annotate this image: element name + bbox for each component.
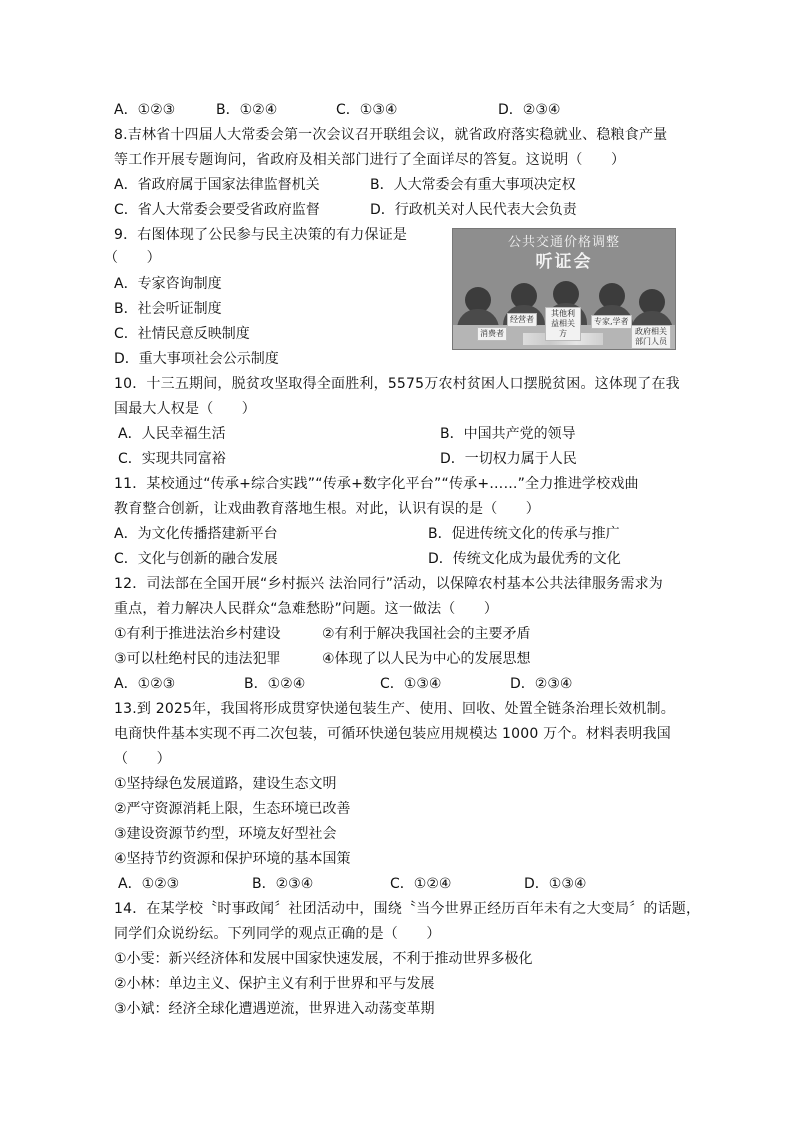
q12-stem-line1: 12．司法部在全国开展“乡村振兴 法治同行”活动，以保障农村基本公共法律服务需求为 <box>114 576 663 592</box>
q12-stem-line2: 重点，着力解决人民群众“急难愁盼”问题。这一做法（ ） <box>114 601 499 617</box>
q8-option-d: D．行政机关对人民代表大会负责 <box>370 202 577 218</box>
q8-stem-line1: 8.吉林省十四届人大常委会第一次会议召开联组会议，就省政府落实稳就业、稳粮食产量 <box>114 127 668 143</box>
q13-option-d: D．①③④ <box>524 876 587 892</box>
q11-stem-line2: 教育整合创新，让戏曲教育落地生根。对此，认识有误的是（ ） <box>114 501 540 517</box>
q9-stem-line2: （ ） <box>104 250 161 266</box>
banner-subtitle: 听证会 <box>535 252 593 272</box>
q13-statement-2: ②严守资源消耗上限，生态环境已改善 <box>114 801 351 817</box>
q11-option-a: A．为文化传播搭建新平台 <box>114 526 278 542</box>
q9-option-b: B．社会听证制度 <box>114 301 222 317</box>
q8-stem-line2: 等工作开展专题询问，省政府及相关部门进行了全面详尽的答复。这说明（ ） <box>114 152 626 168</box>
tag-consumer: 消费者 <box>477 327 507 341</box>
tag-expert: 专家,学者 <box>591 315 632 329</box>
q12-statement-2: ②有利于解决我国社会的主要矛盾 <box>322 626 531 642</box>
q13-option-c: C．①②④ <box>390 876 452 892</box>
q14-stem-line1: 14．在某学校〝时事政闻〞社团活动中，围绕〝当今世界正经历百年未有之大变局〞的话题， <box>114 901 701 917</box>
q14-statement-3: ③小斌：经济全球化遭遇逆流，世界进入动荡变革期 <box>114 1001 435 1017</box>
q12-option-d: D．②③④ <box>510 676 573 692</box>
q13-statement-4: ④坚持节约资源和保护环境的基本国策 <box>114 851 351 867</box>
q7-option-b: B．①②④ <box>216 102 278 118</box>
q10-stem-line1: 10．十三五期间，脱贫攻坚取得全面胜利，5575万农村贫困人口摆脱贫困。这体现了在我 <box>114 376 680 392</box>
q13-statement-1: ①坚持绿色发展道路，建设生态文明 <box>114 776 337 792</box>
q8-option-a: A．省政府属于国家法律监督机关 <box>114 177 320 193</box>
q14-statement-2: ②小林：单边主义、保护主义有利于世界和平与发展 <box>114 976 435 992</box>
q10-option-d: D．一切权力属于人民 <box>440 451 577 467</box>
q7-option-c: C．①③④ <box>336 102 398 118</box>
q13-stem-line1: 13.到 2025年，我国将形成贯穿快递包装生产、使用、回收、处置全链条治理长效机制。 <box>114 701 675 717</box>
q11-stem-line1: 11．某校通过“传承+综合实践”“传承+数字化平台”“传承+……”全力推进学校戏曲 <box>114 476 639 492</box>
q9-option-c: C．社情民意反映制度 <box>114 326 250 342</box>
q12-option-b: B．①②④ <box>244 676 306 692</box>
q9-option-d: D．重大事项社会公示制度 <box>114 351 279 367</box>
q9-option-a: A．专家咨询制度 <box>114 276 222 292</box>
q13-stem-line2: 电商快件基本实现不再二次包装，可循环快递包装应用规模达 1000 万个。材料表明我国 <box>114 726 671 742</box>
q10-stem-line2: 国最大人权是（ ） <box>114 401 256 417</box>
hearing-photo <box>452 228 676 350</box>
q13-option-a: A．①②③ <box>118 876 180 892</box>
q11-option-c: C．文化与创新的融合发展 <box>114 551 278 567</box>
q13-stem-line3: （ ） <box>114 751 171 767</box>
q13-statement-3: ③建设资源节约型，环境友好型社会 <box>114 826 337 842</box>
q8-option-c: C．省人大常委会要受省政府监督 <box>114 202 320 218</box>
q12-option-c: C．①③④ <box>380 676 442 692</box>
q10-option-a: A．人民幸福生活 <box>118 426 226 442</box>
q12-statement-3: ③可以杜绝村民的违法犯罪 <box>114 651 281 667</box>
tag-operator: 经营者 <box>507 313 537 327</box>
q7-option-a: A．①②③ <box>114 102 176 118</box>
banner-title: 公共交通价格调整 <box>507 235 620 250</box>
q10-option-c: C．实现共同富裕 <box>118 451 226 467</box>
q14-statement-1: ①小雯：新兴经济体和发展中国家快速发展，不利于推动世界多极化 <box>114 951 533 967</box>
q7-option-d: D．②③④ <box>498 102 561 118</box>
tag-government: 政府相关部门人员 <box>631 325 671 349</box>
q13-option-b: B．②③④ <box>252 876 314 892</box>
q10-option-b: B．中国共产党的领导 <box>440 426 576 442</box>
q9-stem-line1: 9．右图体现了公民参与民主决策的有力保证是 <box>114 227 408 243</box>
q11-option-b: B．促进传统文化的传承与推广 <box>428 526 620 542</box>
q12-statement-1: ①有利于推进法治乡村建设 <box>114 626 281 642</box>
q12-option-a: A．①②③ <box>114 676 176 692</box>
hearing-banner <box>463 235 665 275</box>
q14-stem-line2: 同学们众说纷纭。下列同学的观点正确的是（ ） <box>114 926 441 942</box>
q11-option-d: D．传统文化成为最优秀的文化 <box>428 551 621 567</box>
q12-statement-4: ④体现了以人民为中心的发展思想 <box>322 651 531 667</box>
tag-other-party: 其他利益相关方 <box>545 307 581 341</box>
q8-option-b: B．人大常委会有重大事项决定权 <box>370 177 576 193</box>
